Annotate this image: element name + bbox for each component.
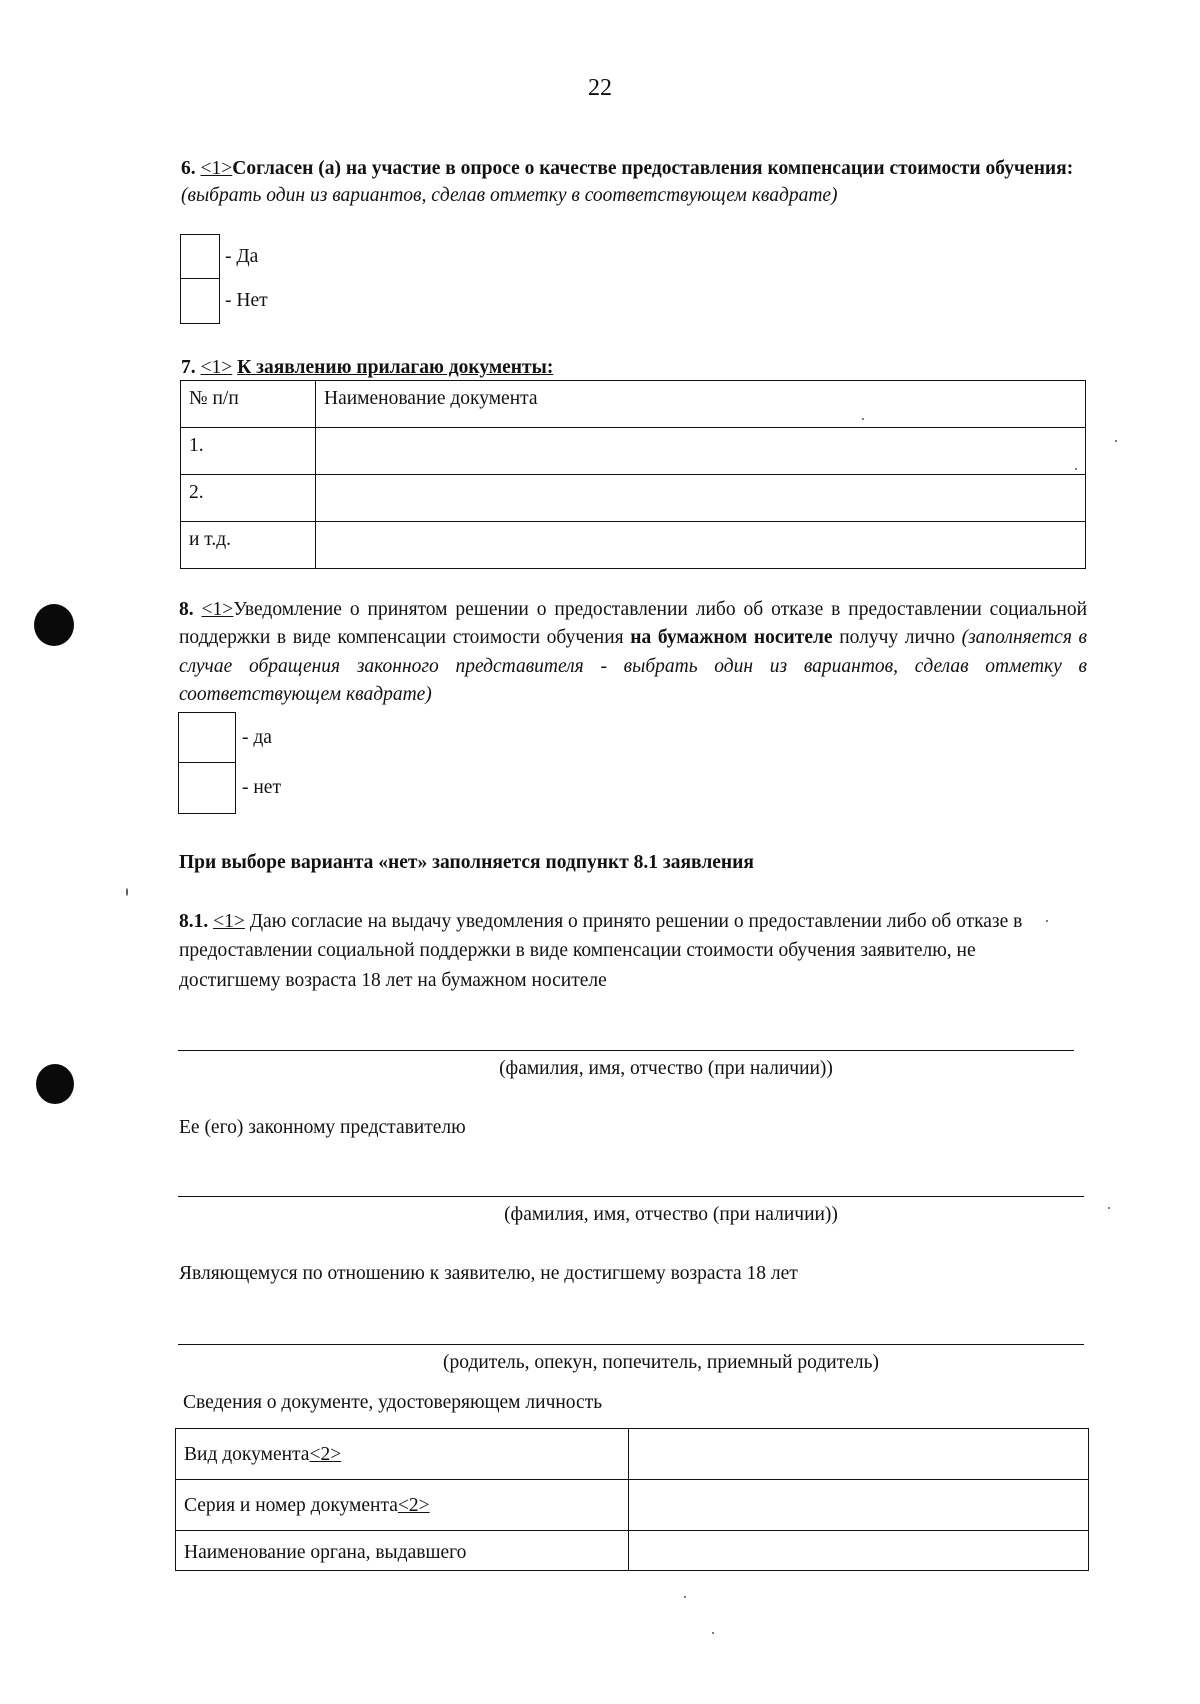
section-8-text: Уведомление о принятом решении о предоставлении либо об отказе в предоставлении социальной поддержки в виде компенсации стоимости обучения — [179, 599, 1088, 649]
section-8-ref[interactable]: <1> — [201, 599, 234, 620]
scan-speck — [862, 418, 864, 420]
section-8-text-after: получу лично — [832, 627, 962, 649]
id-doc-series-value[interactable] — [629, 1480, 1089, 1531]
section-8-1-number: 8.1. — [179, 911, 209, 932]
section-8-paragraph — [179, 596, 1087, 709]
id-doc-series-label — [176, 1480, 629, 1531]
punch-hole-mark — [36, 1064, 74, 1104]
applicant-fio-line[interactable] — [178, 1050, 1074, 1051]
document-name-cell[interactable] — [316, 475, 1086, 522]
representative-fio-caption: (фамилия, имя, отчество (при наличии)) — [504, 1204, 838, 1225]
section-7-heading — [181, 354, 553, 381]
subsection-note-text: При выборе варианта «нет» заполняется подпункт 8.1 заявления — [179, 852, 754, 873]
id-document-label: Сведения о документе, удостоверяющем личность — [183, 1392, 603, 1413]
table-row — [176, 1531, 1089, 1571]
document-name-cell[interactable] — [316, 522, 1086, 569]
id-document-table — [175, 1428, 1089, 1571]
id-doc-type-label — [176, 1429, 629, 1480]
representative-fio-line[interactable] — [178, 1196, 1084, 1197]
section-7-title: К заявлению прилагаю документы: — [237, 357, 554, 378]
section-8-1-paragraph — [179, 907, 1079, 995]
section-6-number: 6. — [181, 158, 196, 179]
section-8-number: 8. — [179, 599, 194, 620]
section-8-bold: на бумажном носителе — [630, 627, 833, 649]
col-header-document-name: Наименование документа — [316, 381, 1086, 428]
table-row — [176, 1429, 1089, 1480]
scan-speck — [712, 1632, 714, 1634]
section-6-hint: (выбрать один из вариантов, сделав отметку в соответствующем квадрате) — [181, 185, 838, 207]
option-da-checkbox[interactable] — [178, 712, 236, 763]
option-net-label: - нет — [242, 777, 281, 799]
table-row — [176, 1480, 1089, 1531]
col-header-number: № п/п — [181, 381, 316, 428]
id-doc-type-ref[interactable]: <2> — [309, 1444, 342, 1465]
scan-speck — [1108, 1207, 1110, 1209]
option-no-row — [180, 278, 268, 324]
option-da-label: - да — [242, 726, 272, 748]
table-row — [181, 428, 1086, 475]
row-number: 2. — [181, 475, 316, 522]
section-8-hint: (заполняется в случае обращения законного представителя - выбрать один из вариантов, сделав отметку в соответствующем квадрате) — [179, 627, 1087, 705]
row-number: 1. — [181, 428, 316, 475]
scan-speck — [1075, 468, 1077, 470]
option-yes-row — [180, 234, 258, 280]
punch-hole-mark — [34, 604, 74, 646]
section-7-number: 7. — [181, 357, 196, 378]
section-8-1-ref[interactable]: <1> — [213, 911, 245, 932]
id-doc-issuer-text: Наименование органа, выдавшего — [184, 1542, 467, 1563]
document-name-cell[interactable] — [316, 428, 1086, 475]
scan-speck — [1115, 440, 1117, 442]
id-doc-issuer-value[interactable] — [629, 1531, 1089, 1571]
id-doc-series-ref[interactable]: <2> — [397, 1495, 430, 1516]
row-number: и т.д. — [181, 522, 316, 569]
option-net-row — [178, 762, 281, 814]
table-row — [181, 522, 1086, 569]
table-header-row — [181, 381, 1086, 428]
option-no-label: - Нет — [225, 290, 268, 312]
subsection-note — [179, 849, 754, 876]
scan-speck — [684, 1596, 686, 1598]
option-da-row — [178, 712, 272, 763]
option-net-checkbox[interactable] — [178, 762, 236, 814]
id-doc-issuer-label — [176, 1531, 629, 1571]
representative-label: Ее (его) законному представителю — [179, 1117, 466, 1138]
id-doc-type-value[interactable] — [629, 1429, 1089, 1480]
section-8-1-text: Даю согласие на выдачу уведомления о принято решении о предоставлении либо об отказе в предоставлении социальной поддержки в виде компенсации стоимости обучения заявителю, не достигшему возраста 18 лет на бумажном носителе — [179, 911, 1023, 991]
id-doc-type-text: Вид документа — [184, 1444, 310, 1465]
relation-line[interactable] — [178, 1344, 1084, 1345]
scan-speck — [1046, 920, 1048, 922]
option-yes-label: - Да — [225, 246, 259, 268]
attached-documents-table — [180, 380, 1086, 569]
table-row — [181, 475, 1086, 522]
option-no-checkbox[interactable] — [180, 278, 220, 324]
page-number: 22 — [588, 75, 612, 101]
relation-caption: (родитель, опекун, попечитель, приемный родитель) — [443, 1352, 879, 1373]
relation-label: Являющемуся по отношению к заявителю, не достигшему возраста 18 лет — [179, 1263, 798, 1284]
option-yes-checkbox[interactable] — [180, 234, 220, 280]
section-6-ref[interactable]: <1> — [200, 158, 233, 179]
section-6-heading — [181, 155, 1086, 210]
applicant-fio-caption: (фамилия, имя, отчество (при наличии)) — [499, 1058, 833, 1079]
section-7-ref[interactable]: <1> — [200, 357, 233, 378]
section-6-title: Согласен (а) на участие в опросе о качестве предоставления компенсации стоимости обучения: — [232, 158, 1074, 179]
id-doc-series-text: Серия и номер документа — [184, 1495, 398, 1516]
scan-speck — [126, 888, 128, 896]
